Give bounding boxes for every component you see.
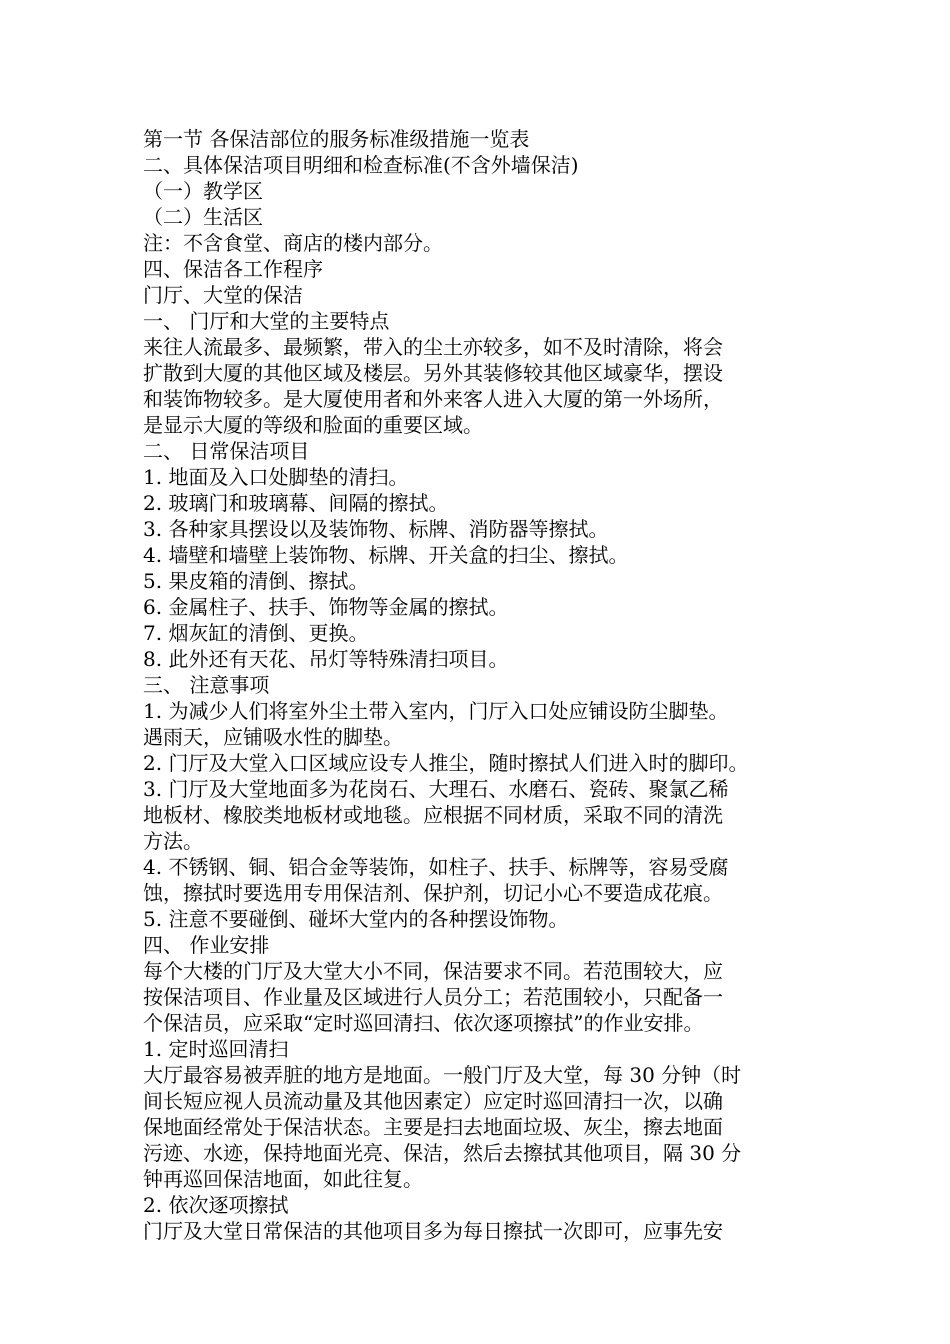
note-line: 注：不含食堂、商店的楼内部分。 [143,231,443,255]
paragraph-line: 是显示大厦的等级和脸面的重要区域。 [143,413,483,437]
paragraph-line: 门厅及大堂日常保洁的其他项目多为每日擦拭一次即可，应事先安 [143,1219,723,1243]
paragraph-line: 蚀，擦拭时要选用专用保洁剂、保护剂，切记小心不要造成花痕。 [143,881,723,905]
paragraph-line: 来往人流最多、最频繁，带入的尘土亦较多，如不及时清除，将会 [143,335,723,359]
paragraph-line: 污迹、水迹，保持地面光亮、保洁，然后去擦拭其他项目，隔 30 分 [143,1141,742,1165]
paragraph-line: 间长短应视人员流动量及其他因素定）应定时巡回清扫一次，以确 [143,1089,723,1113]
paragraph-line: 扩散到大厦的其他区域及楼层。另外其装修较其他区域豪华，摆设 [143,361,723,385]
list-item: 7. 烟灰缸的清倒、更换。 [143,621,369,645]
heading-line: （一）教学区 [143,179,263,203]
list-item: 1. 为减少人们将室外尘土带入室内，门厅入口处应铺设防尘脚垫。 [143,699,729,723]
heading-line: 二、具体保洁项目明细和检查标准(不含外墙保洁) [143,153,579,177]
heading-line: 四、 作业安排 [143,933,270,957]
list-item: 5. 果皮箱的清倒、擦拭。 [143,569,369,593]
paragraph-line: 地板材、橡胶类地板材或地毯。应根据不同材质，采取不同的清洗 [143,803,723,827]
subheading-line: 1. 定时巡回清扫 [143,1037,289,1061]
paragraph-line: 按保洁项目、作业量及区域进行人员分工；若范围较小，只配备一 [143,985,723,1009]
paragraph-line: 方法。 [143,829,203,853]
paragraph-line: 和装饰物较多。是大厦使用者和外来客人进入大厦的第一外场所， [143,387,723,411]
document-body [143,126,823,1244]
list-item: 6. 金属柱子、扶手、饰物等金属的擦拭。 [143,595,509,619]
subheading-line: 2. 依次逐项擦拭 [143,1193,289,1217]
paragraph-line: 遇雨天，应铺吸水性的脚垫。 [143,725,403,749]
heading-line: 四、保洁各工作程序 [143,257,323,281]
list-item: 5. 注意不要碰倒、碰坏大堂内的各种摆设饰物。 [143,907,569,931]
section-title: 第一节 各保洁部位的服务标准级措施一览表 [143,127,530,151]
paragraph-line: 个保洁员，应采取“定时巡回清扫、依次逐项擦拭”的作业安排。 [143,1011,704,1035]
list-item: 4. 墙壁和墙壁上装饰物、标牌、开关盒的扫尘、擦拭。 [143,543,629,567]
heading-line: 三、 注意事项 [143,673,270,697]
list-item: 8. 此外还有天花、吊灯等特殊清扫项目。 [143,647,509,671]
list-item: 4. 不锈钢、铜、铝合金等装饰，如柱子、扶手、标牌等，容易受腐 [143,855,729,879]
heading-line: 一、 门厅和大堂的主要特点 [143,309,390,333]
heading-line: 门厅、大堂的保洁 [143,283,303,307]
paragraph-line: 大厅最容易被弄脏的地方是地面。一般门厅及大堂，每 30 分钟（时 [143,1063,742,1087]
list-item: 1. 地面及入口处脚垫的清扫。 [143,465,409,489]
heading-line: 二、 日常保洁项目 [143,439,310,463]
list-item: 3. 门厅及大堂地面多为花岗石、大理石、水磨石、瓷砖、聚氯乙稀 [143,777,729,801]
paragraph-line: 每个大楼的门厅及大堂大小不同，保洁要求不同。若范围较大，应 [143,959,723,983]
paragraph-line: 钟再巡回保洁地面，如此往复。 [143,1167,423,1191]
list-item: 2. 门厅及大堂入口区域应设专人推尘，随时擦拭人们进入时的脚印。 [143,751,749,775]
list-item: 3. 各种家具摆设以及装饰物、标牌、消防器等擦拭。 [143,517,609,541]
heading-line: （二）生活区 [143,205,263,229]
paragraph-line: 保地面经常处于保洁状态。主要是扫去地面垃圾、灰尘，擦去地面 [143,1115,723,1139]
list-item: 2. 玻璃门和玻璃幕、间隔的擦拭。 [143,491,449,515]
